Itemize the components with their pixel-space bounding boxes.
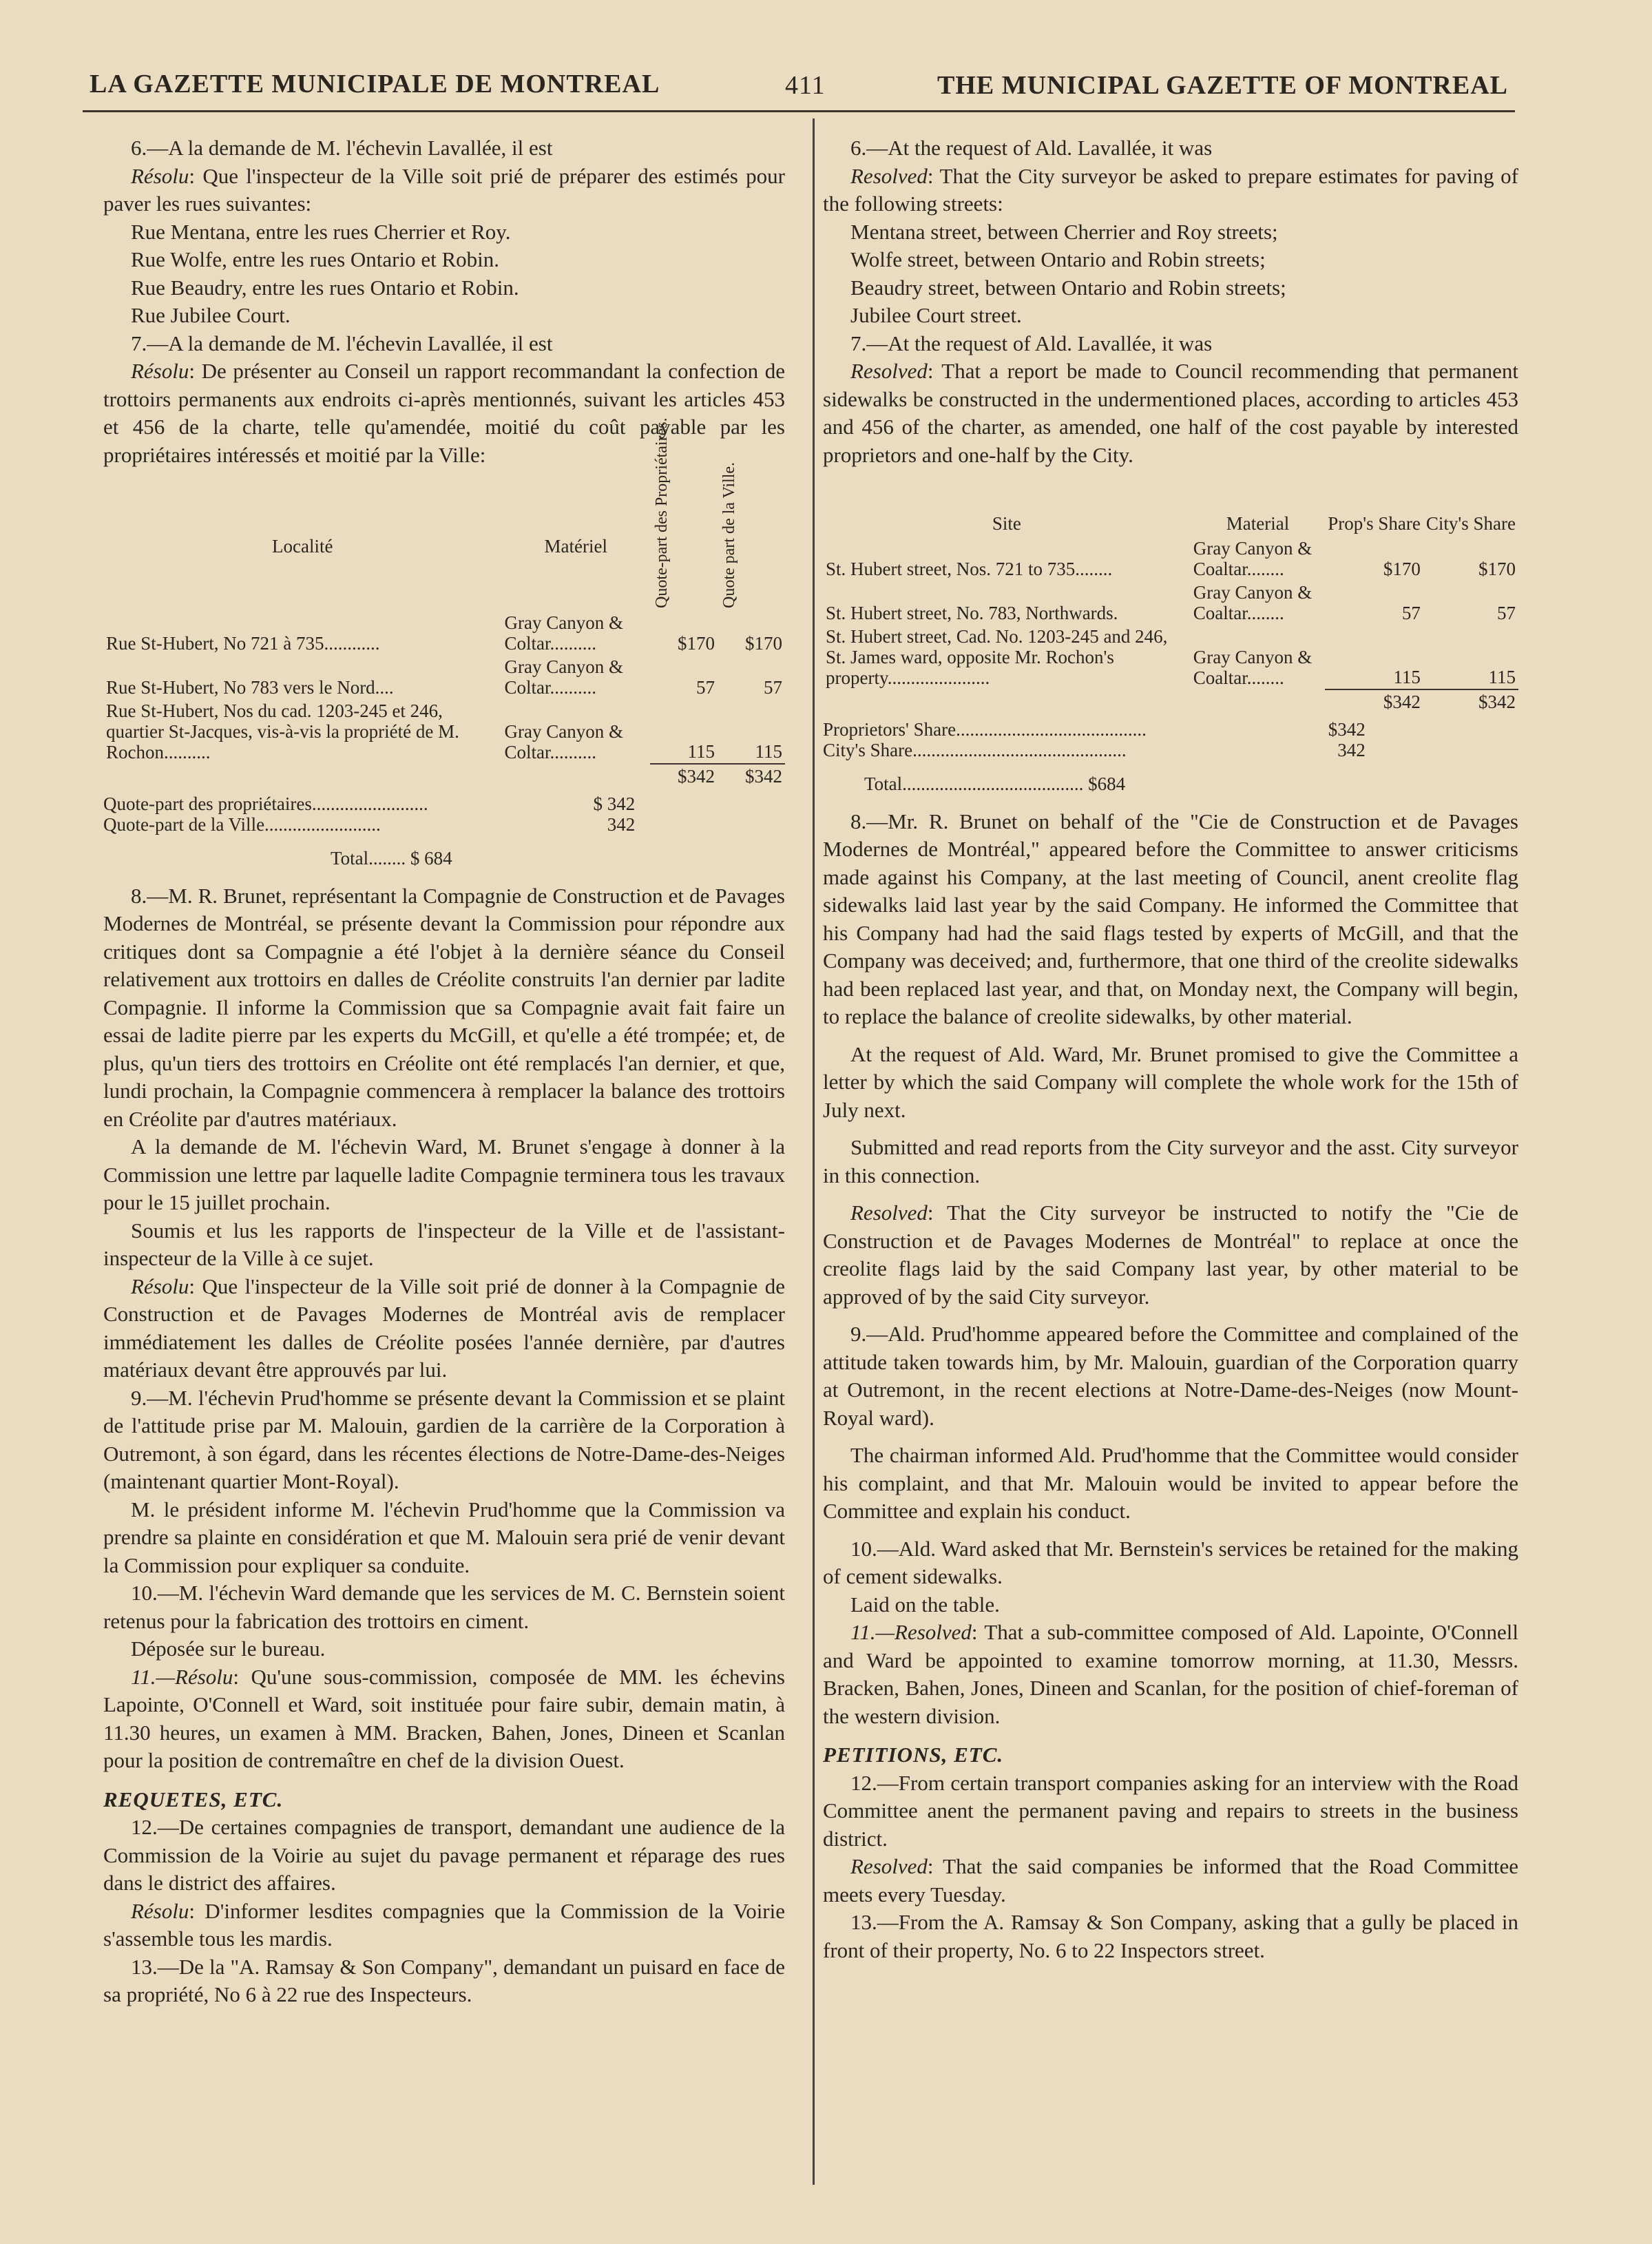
fr-street: Rue Beaudry, entre les rues Ontario et Robin.	[131, 275, 519, 300]
en-th-prop-share: Prop's Share	[1328, 513, 1421, 534]
header-english-title: THE MUNICIPAL GAZETTE OF MONTREAL	[937, 71, 1508, 100]
table-total-row: $342 $342	[103, 764, 785, 788]
en-item-9: 9.—Ald. Prud'homme appeared before the Committee and complained of the attitude taken towards him, by Mr. Malouin, guardian of the Corporation quarry at Outremont, in the recent elections at Notre-Dame-des-Neiges (now Mount-Royal ward).	[823, 1322, 1518, 1430]
table-row: St. Hubert street, Cad. No. 1203-245 and 246, St. James ward, opposite Mr. Rochon's property...................... Gray Canyon & Coaltar........ 115 115	[826, 626, 1516, 688]
page-number: 411	[785, 71, 826, 100]
fr-item-10: 10.—M. l'échevin Ward demande que les services de M. C. Bernstein soient retenus pour la fabrication des trottoirs en ciment.	[103, 1581, 785, 1633]
fr-item-8-c: Soumis et lus les rapports de l'inspecteur de la Ville et de l'assistant-inspecteur de la Ville à ce sujet.	[103, 1218, 785, 1270]
en-th-site: Site	[992, 513, 1021, 534]
fr-item-7: 7.—A la demande de M. l'échevin Lavallée, il est	[131, 331, 553, 355]
fr-item-7-resolution: Résolu: De présenter au Conseil un rapport recommandant la confection de trottoirs permanents aux endroits ci-après mentionnés, suivant les articles 453 et 456 de la charte, telle qu'amendée, moitié du coût payable par les propriétaires intéressés et moitié par la Ville:	[103, 359, 785, 467]
table-row: Rue St-Hubert, No 783 vers le Nord.... Gray Canyon & Coltar.......... 57 57	[106, 656, 782, 698]
fr-sidewalk-table	[103, 417, 785, 788]
en-street: Wolfe street, between Ontario and Robin streets;	[850, 247, 1266, 271]
fr-section-heading: REQUETES, ETC.	[103, 1787, 284, 1811]
en-item-6-resolution: Resolved: That the City surveyor be asked to prepare estimates for paving of the following streets:	[823, 163, 1518, 216]
english-column	[823, 134, 1518, 1964]
en-section-heading: PETITIONS, ETC.	[823, 1743, 1004, 1767]
en-item-8-b: At the request of Ald. Ward, Mr. Brunet promised to give the Committee a letter by which the said Company will complete the whole work for the 15th of July next.	[823, 1041, 1518, 1122]
table-row: St. Hubert street, No. 783, Northwards. Gray Canyon & Coaltar........ 57 57	[826, 582, 1516, 623]
fr-th-prop-share: Quote-part des Propriétaires.	[653, 417, 671, 608]
en-street: Beaudry street, between Ontario and Robin streets;	[850, 275, 1286, 300]
fr-item-9-b: M. le président informe M. l'échevin Prud'homme que la Commission va prendre sa plainte en considération et que M. Malouin sera prié de venir devant la Commission pour expliquer sa conduite.	[103, 1497, 785, 1577]
en-item-7: 7.—At the request of Ald. Lavallée, it was	[850, 331, 1213, 355]
fr-street: Rue Jubilee Court.	[131, 303, 291, 327]
en-item-13: 13.—From the A. Ramsay & Son Company, asking that a gully be placed in front of their property, No. 6 to 22 Inspectors street.	[823, 1910, 1518, 1962]
column-divider	[813, 118, 815, 2185]
table-total-row: $342 $342	[823, 689, 1518, 714]
en-item-6: 6.—At the request of Ald. Lavallée, it was	[850, 136, 1213, 160]
table-row: Rue St-Hubert, No 721 à 735............ Gray Canyon & Coltar.......... $170 $170	[106, 612, 782, 654]
fr-item-8: 8.—M. R. Brunet, représentant la Compagnie de Construction et de Pavages Modernes de Montréal, se présente devant la Commission pour répondre aux critiques dont sa Compagnie a été l'objet à la dernière séance du Conseil relativement aux trottoirs en dalles de Créolite construits l'an dernier par ladite Compagnie. Il informe la Commission que sa Compagnie avait fait faire un essai de ladite pierre par les experts du McGill, et qu'elle a été trompée; et, de plus, qu'un tiers des trottoirs en Créolite ont été remplacés l'an dernier, et que, lundi prochain, la Compagnie commencera à remplacer la balance des trottoirs en Créolite par d'autres matériaux.	[103, 883, 785, 1131]
table-row: Rue St-Hubert, Nos du cad. 1203-245 et 246, quartier St-Jacques, vis-à-vis la propriété de M. Rochon.......... Gray Canyon & Coltar.......... 115 115	[106, 700, 782, 762]
header-rule	[83, 110, 1515, 112]
en-share-summary: Proprietors' Share......................................... $342 City's Share.............................................. 342	[823, 719, 1366, 760]
en-item-7-resolution: Resolved: That a report be made to Council recommending that permanent sidewalks be constructed in the undermentioned places, according to articles 453 and 456 of the charter, as amended, one half of the cost payable by interested proprietors and one-half by the City.	[823, 359, 1518, 467]
en-item-12-resolution: Resolved: That the said companies be informed that the Road Committee meets every Tuesday.	[823, 1854, 1518, 1907]
en-sidewalk-table	[823, 510, 1518, 714]
en-item-8: 8.—Mr. R. Brunet on behalf of the "Cie de Construction et de Pavages Modernes de Montréal," appeared before the Committee to answer criticisms made against his Company, at the last meeting of Council, anent creolite flag sidewalks laid last year by the said Company. He informed the Committee that his Company had had the said flags tested by experts of McGill, and that the Company was deceived; and, furthermore, that one third of the creolite sidewalks had been replaced last year, and that, on Monday next, the Company will begin, to replace the balance of creolite sidewalks, by other material.	[823, 809, 1518, 1028]
page-header	[90, 63, 1508, 112]
en-item-8-resolution: Resolved: That the City surveyor be instructed to notify the "Cie de Construction et de Pavages Modernes de Montréal" to replace at once the creolite flags laid by the said Company last year, by other material to be approved of by the said City surveyor.	[823, 1201, 1518, 1309]
en-item-12: 12.—From certain transport companies asking for an interview with the Road Committee anent the permanent paving and repairs to streets in the business district.	[823, 1770, 1518, 1851]
header-french-title: LA GAZETTE MUNICIPALE DE MONTREAL	[90, 70, 660, 98]
fr-total: Total........ $ 684	[331, 848, 452, 869]
fr-share-summary: Quote-part des propriétaires......................... $ 342 Quote-part de la Ville......................... 342	[103, 793, 636, 835]
fr-th-locality: Localité	[272, 536, 333, 557]
fr-item-6-resolution: Résolu: Que l'inspecteur de la Ville soit prié de préparer des estimés pour paver les rues suivantes:	[103, 163, 785, 216]
fr-th-city-share: Quote part de la Ville.	[720, 461, 738, 608]
en-street: Mentana street, between Cherrier and Roy streets;	[850, 219, 1278, 244]
fr-item-8-resolution: Résolu: Que l'inspecteur de la Ville soit prié de donner à la Compagnie de Construction et de Pavages Modernes de Montréal avis de remplacer immédiatement les dalles de Créolite posées l'année dernière, par d'autres matériaux devant être approuvés par lui.	[103, 1274, 785, 1382]
fr-item-12: 12.—De certaines compagnies de transport, demandant une audience de la Commission de la Voirie au sujet du pavage permanent et réparage des rues dans le district des affaires.	[103, 1815, 785, 1895]
fr-item-9: 9.—M. l'échevin Prud'homme se présente devant la Commission et se plaint de l'attitude prise par M. Malouin, gardien de la carrière de la Corporation à Outremont, à son égard, dans les récentes élections de Notre-Dame-des-Neiges (maintenant quartier Mont-Royal).	[103, 1385, 785, 1493]
fr-item-8-b: A la demande de M. l'échevin Ward, M. Brunet s'engage à donner à la Commission une lettre par laquelle ladite Compagnie terminera tous les travaux pour le 15 juillet prochain.	[103, 1134, 786, 1214]
en-item-11: 11.—Resolved: That a sub-committee composed of Ald. Lapointe, O'Connell and Ward be appointed to examine tomorrow morning, at 11.30, Messrs. Bracken, Bahen, Jones, Dineen and Scanlan, for the position of chief-foreman of the western division.	[823, 1620, 1518, 1728]
en-total: Total....................................... $684	[864, 773, 1126, 794]
fr-th-material: Matériel	[544, 536, 607, 557]
fr-street: Rue Mentana, entre les rues Cherrier et Roy.	[131, 219, 511, 244]
fr-street: Rue Wolfe, entre les rues Ontario et Robin.	[131, 247, 499, 271]
en-th-city-share: City's Share	[1425, 513, 1516, 534]
fr-item-13: 13.—De la "A. Ramsay & Son Company", demandant un puisard en face de sa propriété, No 6 à 22 rue des Inspecteurs.	[103, 1954, 785, 2006]
fr-item-6: 6.—A la demande de M. l'échevin Lavallée, il est	[131, 136, 553, 160]
en-item-8-c: Submitted and read reports from the City surveyor and the asst. City surveyor in this connection.	[823, 1135, 1518, 1187]
en-item-10: 10.—Ald. Ward asked that Mr. Bernstein's services be retained for the making of cement sidewalks.	[823, 1536, 1518, 1588]
table-row: St. Hubert street, Nos. 721 to 735........ Gray Canyon & Coaltar........ $170 $170	[826, 538, 1516, 579]
fr-item-10-b: Déposée sur le bureau.	[131, 1637, 326, 1661]
fr-item-12-resolution: Résolu: D'informer lesdites compagnies que la Commission de la Voirie s'assemble tous les mardis.	[103, 1898, 785, 1951]
french-column	[103, 134, 785, 2009]
en-th-material: Material	[1226, 513, 1290, 534]
en-item-10-b: Laid on the table.	[850, 1592, 1000, 1617]
fr-item-11: 11.—Résolu: Qu'une sous-commission, composée de MM. les échevins Lapointe, O'Connell et Ward, soit instituée pour faire subir, demain matin, à 11.30 heures, un examen à MM. Bracken, Bahen, Jones, Dineen et Scanlan pour la position de contremaître en chef de la division Ouest.	[103, 1664, 785, 1772]
en-street: Jubilee Court street.	[850, 303, 1022, 327]
en-item-9-b: The chairman informed Ald. Prud'homme that the Committee would consider his complaint, and that Mr. Malouin would be invited to appear before the Committee and explain his conduct.	[823, 1443, 1518, 1523]
